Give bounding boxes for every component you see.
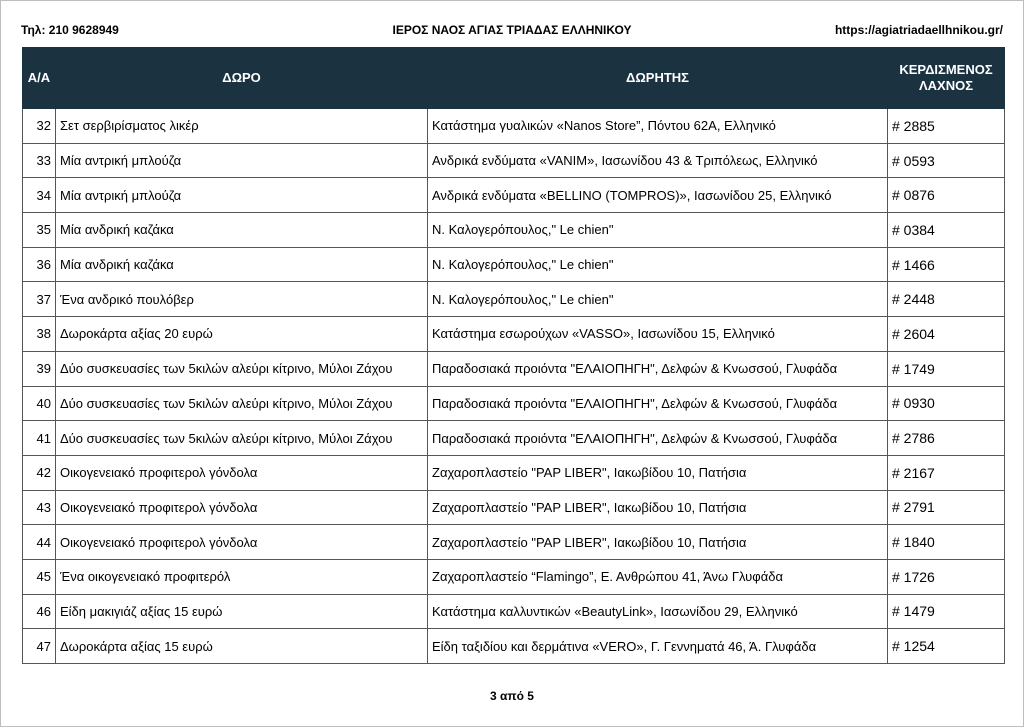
winning-ticket-cell: # 1726 (888, 559, 1005, 594)
table-row (23, 351, 1005, 386)
donor-cell: Κατάστημα καλλυντικών «BeautyLink», Ιασωνίδου 29, Ελληνικό (428, 594, 888, 629)
gift-cell: Δωροκάρτα αξίας 15 ευρώ (56, 629, 428, 664)
donor-cell: Ζαχαροπλαστείο "PAP LIBER", Ιακωβίδου 10, Πατήσια (428, 525, 888, 560)
row-number: 44 (23, 525, 56, 560)
winning-ticket-cell: # 1479 (888, 594, 1005, 629)
gift-cell: Σετ σερβιρίσματος λικέρ (56, 109, 428, 144)
table-row (23, 525, 1005, 560)
table-row (23, 247, 1005, 282)
table-row (23, 317, 1005, 352)
row-number: 39 (23, 351, 56, 386)
gift-cell: Οικογενειακό προφιτερολ γόνδολα (56, 525, 428, 560)
row-number: 37 (23, 282, 56, 317)
table-row (23, 490, 1005, 525)
row-number: 32 (23, 109, 56, 144)
gift-cell: Δύο συσκευασίες των 5κιλών αλεύρι κίτρινο, Μύλοι Ζάχου (56, 386, 428, 421)
row-number: 40 (23, 386, 56, 421)
donor-cell: Ν. Καλογερόπουλος," Le chien" (428, 247, 888, 282)
donor-cell: Ζαχαροπλαστείο "PAP LIBER", Ιακωβίδου 10, Πατήσια (428, 455, 888, 490)
table-row (23, 629, 1005, 664)
gift-cell: Οικογενειακό προφιτερολ γόνδολα (56, 490, 428, 525)
donor-cell: Κατάστημα γυαλικών «Nanos Store”, Πόντου 62Α, Ελληνικό (428, 109, 888, 144)
winning-ticket-cell: # 2885 (888, 109, 1005, 144)
church-title: ΙΕΡΟΣ ΝΑΟΣ ΑΓΙΑΣ ΤΡΙΑΔΑΣ ΕΛΛΗΝΙΚΟΥ (392, 23, 632, 37)
table-row (23, 455, 1005, 490)
table-row (23, 386, 1005, 421)
donor-cell: Κατάστημα εσωρούχων «VASSO», Ιασωνίδου 15, Ελληνικό (428, 317, 888, 352)
gift-cell: Ένα ανδρικό πουλόβερ (56, 282, 428, 317)
page-header (21, 20, 1003, 40)
donor-cell: Είδη ταξιδίου και δερμάτινα «VERO», Γ. Γεννηματά 46, Ά. Γλυφάδα (428, 629, 888, 664)
winning-ticket-cell: # 1466 (888, 247, 1005, 282)
donor-cell: Παραδοσιακά προιόντα "ΕΛΑΙΟΠΗΓΗ", Δελφών & Κνωσσού, Γλυφάδα (428, 386, 888, 421)
row-number: 36 (23, 247, 56, 282)
column-header-donor: ΔΩΡΗΤΗΣ (428, 48, 888, 109)
winning-ticket-cell: # 2604 (888, 317, 1005, 352)
row-number: 33 (23, 143, 56, 178)
gift-cell: Μία αντρική μπλούζα (56, 178, 428, 213)
donor-cell: Ανδρικά ενδύματα «BELLINO (TOMPROS)», Ιασωνίδου 25, Ελληνικό (428, 178, 888, 213)
table-row (23, 559, 1005, 594)
gift-cell: Μία αντρική μπλούζα (56, 143, 428, 178)
table-row (23, 213, 1005, 248)
column-header-number: Α/Α (23, 48, 56, 109)
row-number: 43 (23, 490, 56, 525)
gift-cell: Είδη μακιγιάζ αξίας 15 ευρώ (56, 594, 428, 629)
website-url[interactable]: https://agiatriadaellhnikou.gr/ (834, 23, 1003, 37)
table-row (23, 143, 1005, 178)
page-number: 3 από 5 (490, 689, 534, 703)
winning-ticket-cell: # 2167 (888, 455, 1005, 490)
winning-ticket-cell: # 2448 (888, 282, 1005, 317)
table-row (23, 421, 1005, 456)
row-number: 47 (23, 629, 56, 664)
row-number: 41 (23, 421, 56, 456)
donor-cell: Ν. Καλογερόπουλος," Le chien" (428, 213, 888, 248)
gift-cell: Δωροκάρτα αξίας 20 ευρώ (56, 317, 428, 352)
winning-ticket-cell: # 1749 (888, 351, 1005, 386)
donor-cell: Ζαχαροπλαστείο "PAP LIBER", Ιακωβίδου 10, Πατήσια (428, 490, 888, 525)
gift-cell: Ένα οικογενειακό προφιτερόλ (56, 559, 428, 594)
table-header-row (23, 48, 1005, 109)
donor-cell: Ζαχαροπλαστείο “Flamingo”, Ε. Ανθρώπου 41, Άνω Γλυφάδα (428, 559, 888, 594)
winning-ticket-cell: # 2791 (888, 490, 1005, 525)
donations-table (22, 47, 1005, 664)
row-number: 45 (23, 559, 56, 594)
gift-cell: Δύο συσκευασίες των 5κιλών αλεύρι κίτρινο, Μύλοι Ζάχου (56, 351, 428, 386)
table-row (23, 109, 1005, 144)
winning-ticket-cell: # 0593 (888, 143, 1005, 178)
winning-ticket-cell: # 0930 (888, 386, 1005, 421)
gift-cell: Δύο συσκευασίες των 5κιλών αλεύρι κίτρινο, Μύλοι Ζάχου (56, 421, 428, 456)
donor-cell: Παραδοσιακά προιόντα "ΕΛΑΙΟΠΗΓΗ", Δελφών & Κνωσσού, Γλυφάδα (428, 421, 888, 456)
column-header-gift: ΔΩΡΟ (56, 48, 428, 109)
gift-cell: Μία ανδρική καζάκα (56, 213, 428, 248)
winning-ticket-cell: # 2786 (888, 421, 1005, 456)
gift-cell: Οικογενειακό προφιτερολ γόνδολα (56, 455, 428, 490)
donor-cell: Παραδοσιακά προιόντα "ΕΛΑΙΟΠΗΓΗ", Δελφών & Κνωσσού, Γλυφάδα (428, 351, 888, 386)
row-number: 34 (23, 178, 56, 213)
phone-number: Τηλ: 210 9628949 (21, 23, 119, 37)
table-body (23, 109, 1005, 664)
table-row (23, 282, 1005, 317)
row-number: 46 (23, 594, 56, 629)
donor-cell: Ανδρικά ενδύματα «VANIM», Ιασωνίδου 43 & Τριπόλεως, Ελληνικό (428, 143, 888, 178)
winning-ticket-cell: # 0384 (888, 213, 1005, 248)
row-number: 35 (23, 213, 56, 248)
winning-ticket-cell: # 1840 (888, 525, 1005, 560)
row-number: 38 (23, 317, 56, 352)
gift-cell: Μία ανδρική καζάκα (56, 247, 428, 282)
table-row (23, 594, 1005, 629)
column-header-winning-ticket: ΚΕΡΔΙΣΜΕΝΟΣ ΛΑΧΝΟΣ (888, 48, 1005, 109)
row-number: 42 (23, 455, 56, 490)
winning-ticket-cell: # 1254 (888, 629, 1005, 664)
donor-cell: Ν. Καλογερόπουλος," Le chien" (428, 282, 888, 317)
winning-ticket-cell: # 0876 (888, 178, 1005, 213)
table-row (23, 178, 1005, 213)
